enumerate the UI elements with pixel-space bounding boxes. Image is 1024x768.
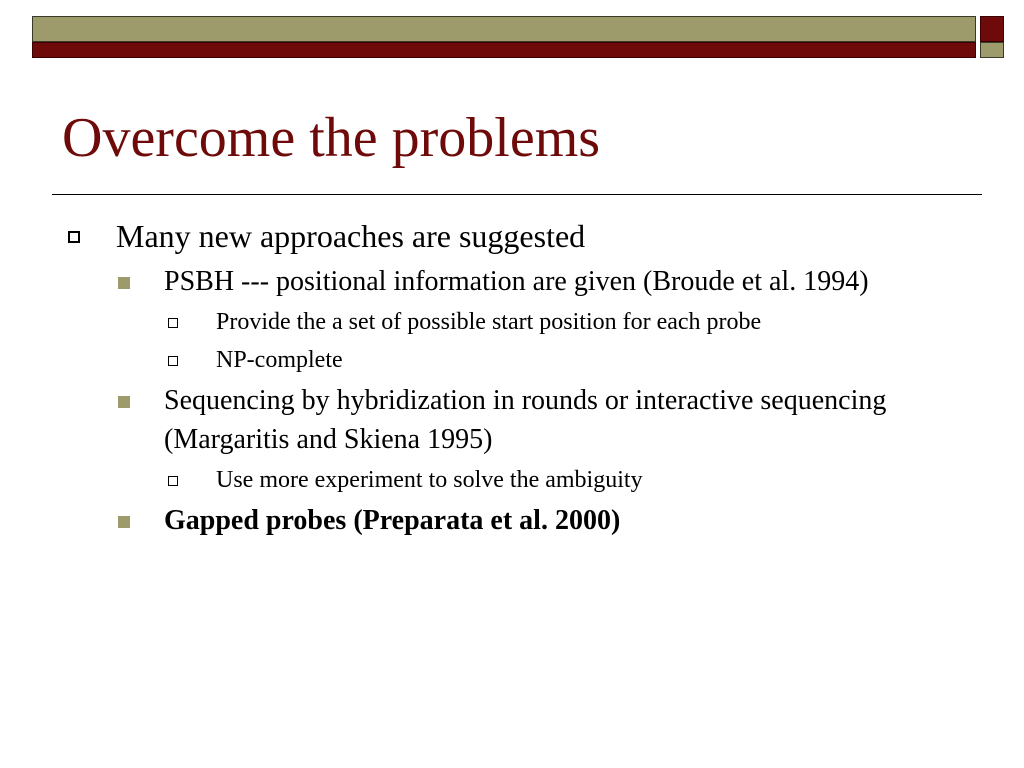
- slide-title: Overcome the problems: [62, 107, 601, 169]
- bullet-text: Many new approaches are suggested: [116, 218, 586, 254]
- bullet-level3: [60, 463, 960, 497]
- bullet-text: Sequencing by hybridization in rounds or interactive sequencing (Margaritis and Skiena 1995): [164, 385, 887, 455]
- bullet-text: Gapped probes (Preparata et al. 2000): [164, 505, 621, 536]
- title-divider: [52, 194, 982, 195]
- filled-square-bullet-icon: [118, 277, 130, 289]
- bullet-level2: [60, 262, 960, 301]
- hollow-square-bullet-icon: [168, 318, 178, 328]
- bullet-level2: [60, 501, 960, 540]
- bullet-level3: [60, 343, 960, 377]
- bullet-text: PSBH --- positional information are given (Broude et al. 1994): [164, 266, 869, 297]
- filled-square-bullet-icon: [118, 396, 130, 408]
- hollow-square-bullet-icon: [168, 356, 178, 366]
- header-bar-olive: [32, 16, 976, 42]
- hollow-square-bullet-icon: [168, 476, 178, 486]
- header-corner-maroon: [980, 16, 1004, 42]
- bullet-text: NP-complete: [216, 347, 343, 373]
- bullet-text: Use more experiment to solve the ambiguity: [216, 467, 643, 493]
- hollow-square-bullet-icon: [68, 231, 80, 243]
- slide-content: [60, 214, 960, 540]
- bullet-level1: [60, 214, 960, 258]
- bullet-text: Provide the a set of possible start position for each probe: [216, 309, 762, 335]
- header-bar-maroon: [32, 42, 976, 58]
- bullet-level3: [60, 305, 960, 339]
- header-corner-olive: [980, 42, 1004, 58]
- bullet-level2: [60, 381, 960, 459]
- filled-square-bullet-icon: [118, 516, 130, 528]
